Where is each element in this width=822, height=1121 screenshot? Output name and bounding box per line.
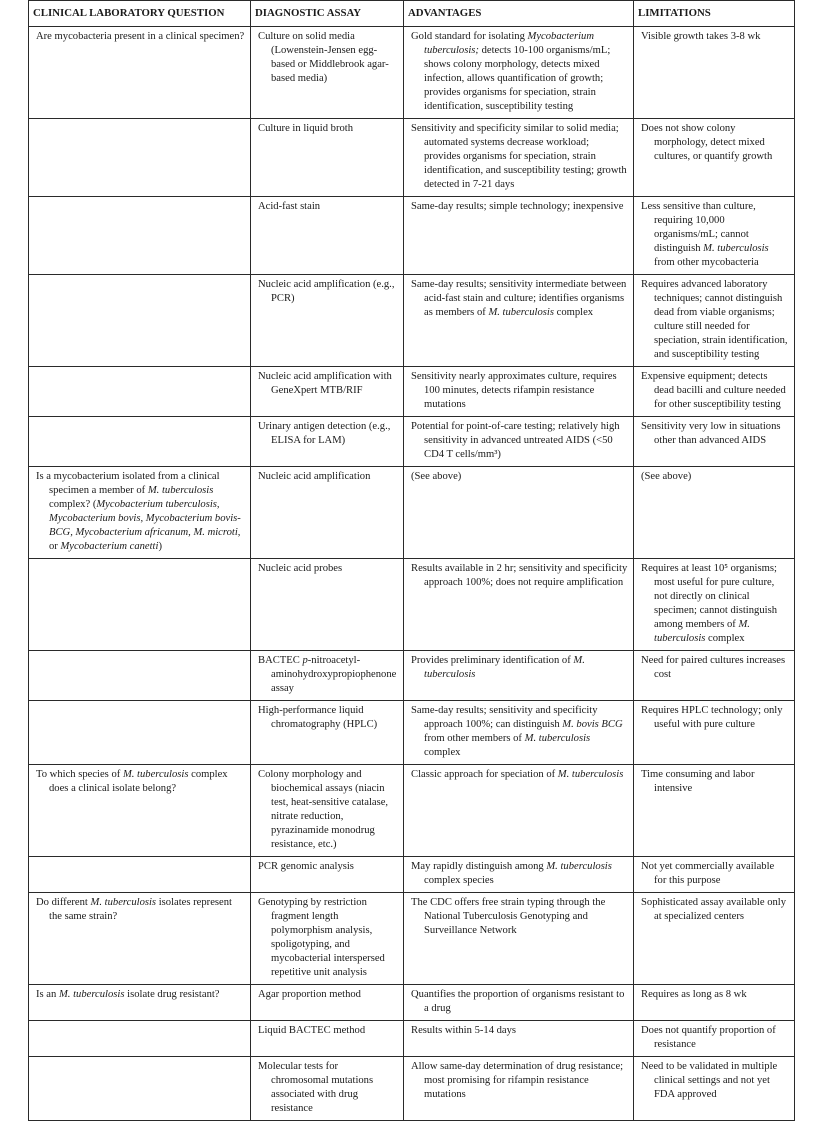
cell-assay-text <box>257 122 398 136</box>
text-run: Gold standard for isolating <box>411 31 528 42</box>
text-run: Classic approach for speciation of <box>411 769 558 780</box>
cell-assay <box>251 765 404 857</box>
italic-term: M. tuberculosis <box>703 243 769 254</box>
cell-question-text <box>35 30 245 44</box>
cell-assay-text <box>257 860 398 874</box>
cell-advantages <box>404 367 634 417</box>
text-run: Results available in 2 hr; sensitivity and specificity approach 100%; does not require amplification <box>411 563 628 588</box>
cell-advantages <box>404 1057 634 1121</box>
table-row <box>29 197 795 275</box>
cell-advantages-text <box>410 1060 628 1102</box>
cell-advantages <box>404 417 634 467</box>
cell-assay <box>251 701 404 765</box>
text-run: Colony morphology and biochemical assays (niacin test, heat-sensitive catalase, nitrate reduction, pyrazinamide monodrug resistance, etc.) <box>258 769 389 850</box>
table-row <box>29 985 795 1021</box>
text-run: Is an <box>36 989 59 1000</box>
cell-advantages <box>404 27 634 119</box>
cell-limitations <box>634 559 795 651</box>
text-run: Culture on solid media (Lowenstein-Jensen egg-based or Middlebrook agar-based media) <box>258 31 389 84</box>
cell-limitations-text <box>640 896 789 924</box>
italic-term: M. tuberculosis <box>524 733 591 744</box>
cell-advantages-text <box>410 562 628 590</box>
text-run: High-performance liquid chromatography (HPLC) <box>258 705 378 730</box>
cell-advantages <box>404 275 634 367</box>
cell-assay <box>251 27 404 119</box>
cell-limitations <box>634 1057 795 1121</box>
cell-advantages <box>404 651 634 701</box>
cell-limitations-text <box>640 370 789 412</box>
cell-limitations-text <box>640 470 789 484</box>
cell-limitations-text <box>640 122 789 164</box>
table-row <box>29 893 795 985</box>
italic-term: M. tuberculosis <box>147 485 214 496</box>
text-run: Potential for point-of-care testing; relatively high sensitivity in advanced untreated AIDS (<50 CD4 T cells/mm³) <box>411 421 620 460</box>
table-row <box>29 27 795 119</box>
cell-assay-text <box>257 654 398 696</box>
text-run: Not yet commercially available for this purpose <box>641 861 775 886</box>
text-run: Nucleic acid amplification <box>258 471 371 482</box>
cell-assay <box>251 467 404 559</box>
cell-assay <box>251 417 404 467</box>
italic-term: M. tuberculosis <box>488 307 554 318</box>
text-run: Sophisticated assay available only at specialized centers <box>641 897 787 922</box>
cell-question <box>29 701 251 765</box>
cell-assay-text <box>257 1024 398 1038</box>
text-run: Provides preliminary identification of <box>411 655 574 666</box>
text-run: To which species of <box>36 769 123 780</box>
cell-limitations <box>634 27 795 119</box>
cell-limitations-text <box>640 654 789 682</box>
cell-advantages <box>404 1021 634 1057</box>
text-run: Is a mycobacterium isolated from a clinical specimen a member of <box>36 471 220 496</box>
cell-question <box>29 857 251 893</box>
cell-assay <box>251 559 404 651</box>
table-row <box>29 701 795 765</box>
text-run: from other mycobacteria <box>654 257 759 268</box>
cell-limitations-text <box>640 1060 789 1102</box>
cell-assay-text <box>257 704 398 732</box>
text-run: Same-day results; sensitivity intermediate between acid-fast stain and culture; identifies organisms as members of <box>411 279 627 318</box>
cell-advantages <box>404 119 634 197</box>
cell-limitations <box>634 275 795 367</box>
text-run: PCR genomic analysis <box>258 861 354 872</box>
table-body <box>29 27 795 1121</box>
table-row <box>29 651 795 701</box>
italic-term: M. tuberculosis <box>424 655 585 680</box>
cell-question <box>29 417 251 467</box>
cell-question <box>29 467 251 559</box>
italic-term: M. tuberculosis <box>122 769 189 780</box>
cell-advantages <box>404 197 634 275</box>
text-run: complex <box>424 747 461 758</box>
cell-question <box>29 765 251 857</box>
table-row <box>29 857 795 893</box>
cell-assay-text <box>257 896 398 980</box>
cell-assay <box>251 1057 404 1121</box>
cell-advantages <box>404 765 634 857</box>
text-run: Agar proportion method <box>258 989 361 1000</box>
italic-term: M. tuberculosis <box>546 861 612 872</box>
cell-question-text <box>35 470 245 554</box>
cell-advantages-text <box>410 470 628 484</box>
table-row <box>29 467 795 559</box>
cell-limitations <box>634 651 795 701</box>
cell-question <box>29 559 251 651</box>
cell-assay <box>251 275 404 367</box>
cell-advantages-text <box>410 200 628 214</box>
text-run: Acid-fast stain <box>258 201 321 212</box>
cell-advantages-text <box>410 370 628 412</box>
cell-limitations-text <box>640 860 789 888</box>
cell-question <box>29 893 251 985</box>
cell-limitations-text <box>640 988 789 1002</box>
table-row <box>29 275 795 367</box>
cell-assay <box>251 857 404 893</box>
cell-advantages-text <box>410 768 628 782</box>
cell-assay <box>251 197 404 275</box>
text-run: Requires HPLC technology; only useful with pure culture <box>641 705 783 730</box>
text-run: Does not quantify proportion of resistance <box>641 1025 776 1050</box>
header-advantages: ADVANTAGES <box>404 1 634 27</box>
cell-limitations-text <box>640 420 789 448</box>
cell-limitations <box>634 701 795 765</box>
text-run: isolates represent the same strain? <box>49 897 232 922</box>
cell-limitations-text <box>640 278 789 362</box>
text-run: complex <box>705 633 745 644</box>
cell-advantages-text <box>410 988 628 1016</box>
cell-assay <box>251 651 404 701</box>
cell-limitations <box>634 197 795 275</box>
cell-advantages-text <box>410 896 628 938</box>
text-run: Are mycobacteria present in a clinical specimen? <box>36 31 245 42</box>
cell-assay-text <box>257 30 398 86</box>
text-run: complex <box>553 307 594 318</box>
cell-advantages-text <box>410 860 628 888</box>
text-run: Visible growth takes 3-8 wk <box>641 31 761 42</box>
text-run: -nitroacetyl-aminohydroxypropiophenone assay <box>271 655 397 694</box>
cell-limitations-text <box>640 768 789 796</box>
table-row <box>29 765 795 857</box>
text-run: Requires advanced laboratory techniques; cannot distinguish dead from viable organisms; culture still needed for speciation, strain identification, and susceptibility testing <box>641 279 788 360</box>
cell-limitations-text <box>640 704 789 732</box>
text-run: Sensitivity nearly approximates culture, requires 100 minutes, detects rifampin resistance mutations <box>411 371 617 410</box>
text-run: Culture in liquid broth <box>258 123 354 134</box>
text-run: Sensitivity and specificity similar to solid media; automated systems decrease workload; provides organisms for speciation, strain identification, and susceptibility testing; growth detected in 7-21 days <box>411 123 627 190</box>
cell-assay <box>251 893 404 985</box>
text-run: Requires at least 10⁵ organisms; most useful for pure culture, not directly on clinical specimen; cannot distinguish among members of <box>641 563 777 630</box>
cell-question <box>29 367 251 417</box>
text-run: Need for paired cultures increases cost <box>641 655 786 680</box>
cell-assay-text <box>257 420 398 448</box>
table-row <box>29 1021 795 1057</box>
italic-term: Mycobacterium tuberculosis; <box>424 31 594 56</box>
cell-assay-text <box>257 768 398 852</box>
cell-limitations <box>634 119 795 197</box>
cell-assay <box>251 119 404 197</box>
cell-advantages <box>404 559 634 651</box>
text-run: or <box>49 541 61 552</box>
text-run: detects 10-100 organisms/mL; shows colony morphology, detects mixed infection, allows quantification of growth; provides organisms for speciation, strain identification, susceptibility testing <box>424 45 611 112</box>
cell-advantages <box>404 985 634 1021</box>
tb-diagnostics-table <box>28 0 795 1121</box>
text-run: Requires as long as 8 wk <box>641 989 747 1000</box>
text-run: complex species <box>424 875 494 886</box>
cell-limitations <box>634 1021 795 1057</box>
header-limitations: LIMITATIONS <box>634 1 795 27</box>
cell-limitations-text <box>640 562 789 646</box>
italic-term: M. tuberculosis <box>58 989 125 1000</box>
cell-advantages-text <box>410 704 628 760</box>
text-run: Molecular tests for chromosomal mutations associated with drug resistance <box>258 1061 374 1114</box>
cell-assay-text <box>257 470 398 484</box>
cell-question <box>29 1021 251 1057</box>
cell-assay-text <box>257 278 398 306</box>
cell-assay-text <box>257 1060 398 1116</box>
text-run: Same-day results; sensitivity and specificity approach 100%; can distinguish <box>411 705 598 730</box>
cell-question <box>29 27 251 119</box>
text-run: complex? ( <box>49 499 97 510</box>
text-run: Quantifies the proportion of organisms resistant to a drug <box>411 989 625 1014</box>
text-run: Results within 5-14 days <box>411 1025 517 1036</box>
cell-question-text <box>35 988 245 1002</box>
cell-assay <box>251 1021 404 1057</box>
text-run: (See above) <box>411 471 462 482</box>
text-run: The CDC offers free strain typing through the National Tuberculosis Genotyping and Surveillance Network <box>411 897 606 936</box>
text-run: Do different <box>36 897 91 908</box>
cell-advantages-text <box>410 278 628 320</box>
cell-question <box>29 197 251 275</box>
text-run: Less sensitive than culture, requiring 10,000 organisms/mL; cannot distinguish <box>641 201 756 254</box>
table-row <box>29 417 795 467</box>
table-row <box>29 1057 795 1121</box>
text-run: Need to be validated in multiple clinical settings and not yet FDA approved <box>641 1061 778 1100</box>
text-run: isolate drug resistant? <box>124 989 220 1000</box>
text-run: ) <box>158 541 162 552</box>
cell-assay-text <box>257 200 398 214</box>
cell-assay-text <box>257 562 398 576</box>
italic-term: M. tuberculosis <box>654 619 750 644</box>
italic-term: M. tuberculosis <box>90 897 157 908</box>
cell-assay-text <box>257 988 398 1002</box>
cell-limitations <box>634 893 795 985</box>
cell-advantages-text <box>410 1024 628 1038</box>
text-run: Does not show colony morphology, detect mixed cultures, or quantify growth <box>641 123 773 162</box>
cell-question <box>29 119 251 197</box>
cell-question-text <box>35 768 245 796</box>
cell-limitations <box>634 467 795 559</box>
text-run: (See above) <box>641 471 692 482</box>
italic-term: Mycobacterium canetti <box>60 541 159 552</box>
cell-limitations <box>634 985 795 1021</box>
cell-limitations-text <box>640 1024 789 1052</box>
cell-limitations <box>634 367 795 417</box>
text-run: from other members of <box>424 733 525 744</box>
table-row <box>29 119 795 197</box>
text-run: Same-day results; simple technology; inexpensive <box>411 201 624 212</box>
text-run: Genotyping by restriction fragment length polymorphism analysis, spoligotyping, and mycobacterial interspersed repetitive unit analysis <box>258 897 385 978</box>
text-run: Nucleic acid probes <box>258 563 343 574</box>
text-run: Liquid BACTEC method <box>258 1025 366 1036</box>
cell-question <box>29 275 251 367</box>
cell-advantages <box>404 893 634 985</box>
table-header-row <box>29 1 795 27</box>
cell-limitations <box>634 857 795 893</box>
cell-question <box>29 651 251 701</box>
cell-advantages <box>404 701 634 765</box>
text-run: Expensive equipment; detects dead bacilli and culture needed for other susceptibility testing <box>641 371 786 410</box>
cell-limitations <box>634 417 795 467</box>
cell-advantages-text <box>410 420 628 462</box>
text-run: BACTEC <box>258 655 303 666</box>
cell-advantages <box>404 467 634 559</box>
cell-advantages-text <box>410 654 628 682</box>
text-run: Nucleic acid amplification (e.g., PCR) <box>258 279 395 304</box>
text-run: May rapidly distinguish among <box>411 861 547 872</box>
header-question: CLINICAL LABORATORY QUESTION <box>29 1 251 27</box>
cell-question-text <box>35 896 245 924</box>
cell-limitations <box>634 765 795 857</box>
table-row <box>29 559 795 651</box>
cell-limitations-text <box>640 200 789 270</box>
cell-question <box>29 985 251 1021</box>
italic-term: p <box>302 655 308 666</box>
cell-question <box>29 1057 251 1121</box>
italic-term: Mycobacterium tuberculosis, Mycobacterium bovis, Mycobacterium bovis-BCG, Mycobacterium africanum, M. microti, <box>49 499 241 538</box>
text-run: complex does a clinical isolate belong? <box>49 769 228 794</box>
text-run: Urinary antigen detection (e.g., ELISA for LAM) <box>258 421 391 446</box>
text-run: Nucleic acid amplification with GeneXpert MTB/RIF <box>258 371 392 396</box>
table-row <box>29 367 795 417</box>
italic-term: M. bovis BCG <box>562 719 623 730</box>
header-assay: DIAGNOSTIC ASSAY <box>251 1 404 27</box>
cell-limitations-text <box>640 30 789 44</box>
cell-assay <box>251 985 404 1021</box>
cell-advantages-text <box>410 30 628 114</box>
cell-advantages <box>404 857 634 893</box>
cell-advantages-text <box>410 122 628 192</box>
text-run: Allow same-day determination of drug resistance; most promising for rifampin resistance mutations <box>411 1061 624 1100</box>
text-run: Sensitivity very low in situations other than advanced AIDS <box>641 421 781 446</box>
text-run: Time consuming and labor intensive <box>641 769 755 794</box>
italic-term: M. tuberculosis <box>557 769 624 780</box>
cell-assay <box>251 367 404 417</box>
cell-assay-text <box>257 370 398 398</box>
